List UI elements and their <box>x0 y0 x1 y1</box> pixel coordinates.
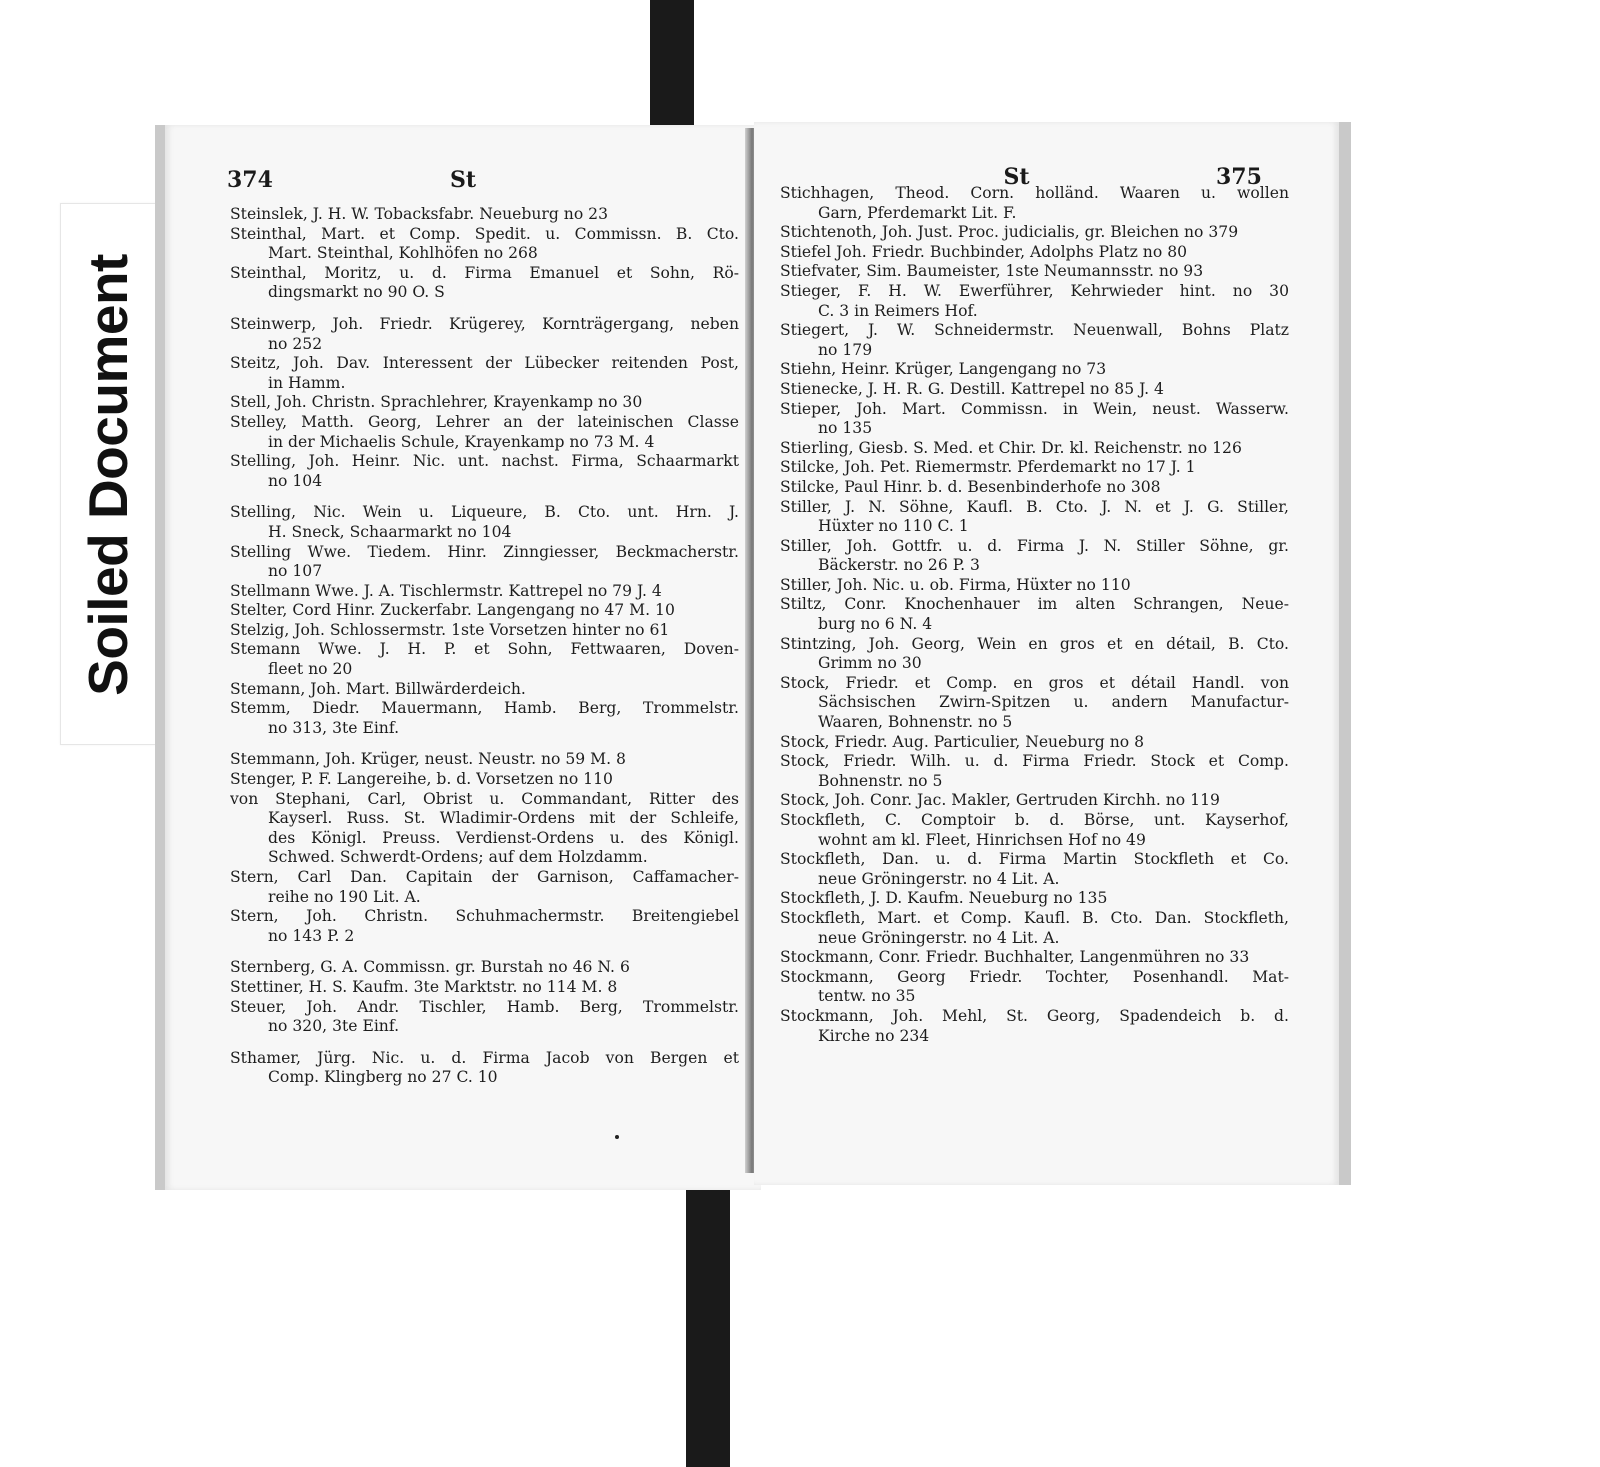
entry-line: Stiefvater, Sim. Baumeister, 1ste Neumannsstr. no 93 <box>780 262 1204 281</box>
entry-line: Stellmann Wwe. J. A. Tischlermstr. Kattrepel no 79 J. 4 <box>230 581 662 600</box>
directory-entry <box>780 968 1289 1007</box>
directory-entry <box>780 458 1289 478</box>
entry-line: Stemm, Diedr. Mauermann, Hamb. Berg, Trommelstr. <box>230 699 739 718</box>
directory-entry <box>780 223 1289 243</box>
directory-entry <box>780 478 1289 498</box>
directory-entry <box>230 958 739 978</box>
entry-line: wohnt am kl. Fleet, Hinrichsen Hof no 49 <box>818 830 1146 849</box>
entry-spacer <box>230 946 739 958</box>
entry-line: Bäckerstr. no 26 P. 3 <box>818 556 980 575</box>
directory-entry <box>780 752 1289 791</box>
entry-line: Stockfleth, C. Comptoir b. d. Börse, unt. Kayserhof, <box>780 811 1289 829</box>
directory-entry <box>780 184 1289 223</box>
binding-strap-top <box>650 0 694 130</box>
directory-entry <box>230 582 739 602</box>
left-section-heading: St <box>449 167 477 193</box>
directory-entry <box>230 452 739 491</box>
directory-entry <box>230 640 739 679</box>
entry-line: Stichtenoth, Joh. Just. Proc. judicialis, gr. Bleichen no 379 <box>780 223 1239 242</box>
entry-line: Stemann Wwe. J. H. P. et Sohn, Fettwaaren, Doven- <box>230 640 739 659</box>
entry-line: Stieger, F. H. W. Ewerführer, Kehrwieder hint. no 30 <box>780 281 1289 300</box>
directory-entry <box>230 354 739 393</box>
entry-line: Stettiner, H. S. Kaufm. 3te Marktstr. no 114 M. 8 <box>230 977 618 996</box>
binding-strap-bottom <box>686 1170 730 1467</box>
entry-line: Stock, Friedr. Wilh. u. d. Firma Friedr. Stock et Comp. <box>780 752 1289 771</box>
entry-line: Stiegert, J. W. Schneidermstr. Neuenwall, Bohns Platz <box>780 321 1289 340</box>
directory-entry <box>780 811 1289 850</box>
directory-entry <box>780 321 1289 360</box>
entry-line: Steinthal, Mart. et Comp. Spedit. u. Commissn. B. Cto. <box>230 224 739 243</box>
entry-line: Sthamer, Jürg. Nic. u. d. Firma Jacob von Bergen et <box>230 1048 739 1067</box>
entry-line: Comp. Klingberg no 27 C. 10 <box>268 1068 498 1087</box>
entry-line: Stemann, Joh. Mart. Billwärderdeich. <box>230 679 526 698</box>
entry-line: no 107 <box>268 562 323 581</box>
entry-spacer <box>230 1037 739 1049</box>
entry-line: Stenger, P. F. Langereihe, b. d. Vorsetzen no 110 <box>230 770 613 789</box>
directory-entry <box>780 889 1289 909</box>
entry-line: Steinslek, J. H. W. Tobacksfabr. Neueburg no 23 <box>230 205 609 223</box>
directory-entry <box>230 225 739 264</box>
directory-entry <box>780 850 1289 889</box>
directory-entry <box>230 315 739 354</box>
directory-entry <box>780 498 1289 537</box>
entry-line: no 135 <box>818 419 873 438</box>
entry-line: Stock, Friedr. Aug. Particulier, Neueburg no 8 <box>780 732 1145 751</box>
directory-entry <box>780 791 1289 811</box>
entry-line: neue Gröningerstr. no 4 Lit. A. <box>818 869 1060 888</box>
entry-line: Stelzig, Joh. Schlossermstr. 1ste Vorsetzen hinter no 61 <box>230 620 670 639</box>
entry-line: Stiller, Joh. Gottfr. u. d. Firma J. N. Stiller Söhne, gr. <box>780 536 1289 555</box>
entry-line: no 313, 3te Einf. <box>268 718 400 737</box>
directory-entry <box>230 790 739 868</box>
entry-line: Schwed. Schwerdt-Ordens; auf dem Holzdamm. <box>268 848 648 867</box>
entry-line: von Stephani, Carl, Obrist u. Commandant, Ritter des <box>230 789 739 808</box>
entry-line: in der Michaelis Schule, Krayenkamp no 73 M. 4 <box>268 432 655 451</box>
entry-line: Garn, Pferdemarkt Lit. F. <box>818 203 1017 222</box>
entry-line: Stilcke, Joh. Pet. Riemermstr. Pferdemarkt no 17 J. 1 <box>780 458 1196 477</box>
entry-line: C. 3 in Reimers Hof. <box>818 301 978 320</box>
entry-line: Stierling, Giesb. S. Med. et Chir. Dr. kl. Reichenstr. no 126 <box>780 438 1242 457</box>
left-page <box>155 125 761 1190</box>
entry-line: Stockmann, Georg Friedr. Tochter, Posenhandl. Mat- <box>780 967 1289 986</box>
entry-line: fleet no 20 <box>268 660 353 679</box>
entry-line: Stelley, Matth. Georg, Lehrer an der lateinischen Classe <box>230 412 739 431</box>
left-page-header <box>165 167 761 197</box>
directory-entry <box>780 360 1289 380</box>
entry-line: Stern, Joh. Christn. Schuhmachermstr. Breitengiebel <box>230 907 739 926</box>
directory-entry <box>780 282 1289 321</box>
entry-line: Stelling Wwe. Tiedem. Hinr. Zinngiesser, Beckmacherstr. <box>230 542 739 561</box>
directory-entry <box>780 909 1289 948</box>
entry-line: H. Sneck, Schaarmarkt no 104 <box>268 522 512 541</box>
entry-line: Mart. Steinthal, Kohlhöfen no 268 <box>268 244 538 263</box>
right-section-heading: St <box>1003 164 1030 190</box>
entry-line: Stiehn, Heinr. Krüger, Langengang no 73 <box>780 360 1107 379</box>
directory-entry <box>780 380 1289 400</box>
directory-entry <box>230 543 739 582</box>
directory-entry <box>780 576 1289 596</box>
entry-line: Stockmann, Joh. Mehl, St. Georg, Spadendeich b. d. <box>780 1006 1289 1025</box>
directory-entry <box>780 595 1289 634</box>
directory-entry <box>780 243 1289 263</box>
left-page-number: 374 <box>227 167 273 193</box>
directory-entry <box>780 733 1289 753</box>
entry-line: Stiltz, Conr. Knochenhauer im alten Schrangen, Neue- <box>780 595 1289 614</box>
entry-line: Stock, Friedr. et Comp. en gros et détail Handl. von <box>780 673 1289 692</box>
entry-line: Stiefel Joh. Friedr. Buchbinder, Adolphs Platz no 80 <box>780 242 1188 261</box>
entry-line: neue Gröningerstr. no 4 Lit. A. <box>818 928 1060 947</box>
entry-line: Kayserl. Russ. St. Wladimir-Ordens mit der Schleife, <box>268 809 739 828</box>
directory-entry <box>230 601 739 621</box>
entry-line: no 179 <box>818 340 873 359</box>
directory-entry <box>230 264 739 303</box>
entry-line: Bohnenstr. no 5 <box>818 771 943 790</box>
entry-line: tentw. no 35 <box>818 987 916 1006</box>
entry-line: Steuer, Joh. Andr. Tischler, Hamb. Berg, Trommelstr. <box>230 997 739 1016</box>
directory-entry <box>230 770 739 790</box>
entry-line: Stockfleth, Mart. et Comp. Kaufl. B. Cto. Dan. Stockfleth, <box>780 908 1289 927</box>
entry-line: Steinwerp, Joh. Friedr. Krügerey, Kornträgergang, neben <box>230 314 739 333</box>
entry-line: no 143 P. 2 <box>268 926 355 945</box>
directory-entry <box>230 393 739 413</box>
directory-entry <box>780 635 1289 674</box>
directory-entry <box>230 680 739 700</box>
directory-entry <box>230 907 739 946</box>
directory-entry <box>230 699 739 738</box>
entry-line: no 104 <box>268 471 323 490</box>
directory-entry <box>780 262 1289 282</box>
entry-line: Stieper, Joh. Mart. Commissn. in Wein, neust. Wasserw. <box>780 399 1289 418</box>
entry-line: no 252 <box>268 334 323 353</box>
entry-line: Stienecke, J. H. R. G. Destill. Kattrepel no 85 J. 4 <box>780 379 1164 398</box>
page-speck <box>615 1135 619 1139</box>
entry-line: burg no 6 N. 4 <box>818 615 933 634</box>
directory-entry <box>780 400 1289 439</box>
entry-line: no 320, 3te Einf. <box>268 1017 400 1036</box>
directory-entry <box>230 868 739 907</box>
directory-entry <box>230 1049 739 1088</box>
entry-line: Stern, Carl Dan. Capitain der Garnison, Caffamacher- <box>230 868 739 886</box>
entry-line: in Hamm. <box>268 373 346 392</box>
directory-entry <box>230 621 739 641</box>
entry-line: Stelling, Nic. Wein u. Liqueure, B. Cto. unt. Hrn. J. <box>230 503 739 522</box>
entry-line: Stell, Joh. Christn. Sprachlehrer, Krayenkamp no 30 <box>230 393 643 412</box>
entry-line: Stiller, Joh. Nic. u. ob. Firma, Hüxter no 110 <box>780 575 1131 594</box>
left-entry-list <box>165 205 761 1088</box>
entry-line: Stelling, Joh. Heinr. Nic. unt. nachst. Firma, Schaarmarkt <box>230 452 739 471</box>
directory-entry <box>780 537 1289 576</box>
directory-entry <box>780 674 1289 733</box>
entry-line: Hüxter no 110 C. 1 <box>818 517 969 536</box>
directory-entry <box>230 413 739 452</box>
entry-line: Sternberg, G. A. Commissn. gr. Burstah no 46 N. 6 <box>230 958 630 977</box>
entry-line: Steitz, Joh. Dav. Interessent der Lübecker reitenden Post, <box>230 354 739 373</box>
entry-spacer <box>230 738 739 750</box>
directory-entry <box>230 978 739 998</box>
entry-line: Stiller, J. N. Söhne, Kaufl. B. Cto. J. N. et J. G. Stiller, <box>780 497 1289 516</box>
entry-spacer <box>230 303 739 315</box>
right-page-number: 375 <box>1216 164 1262 190</box>
directory-entry <box>780 948 1289 968</box>
directory-entry <box>230 205 739 225</box>
entry-line: Stintzing, Joh. Georg, Wein en gros et en détail, B. Cto. <box>780 634 1289 653</box>
entry-line: Grimm no 30 <box>818 654 922 673</box>
entry-line: Stockfleth, J. D. Kaufm. Neueburg no 135 <box>780 889 1108 908</box>
entry-line: Steinthal, Moritz, u. d. Firma Emanuel et Sohn, Rö- <box>230 263 739 282</box>
entry-line: Stockfleth, Dan. u. d. Firma Martin Stockfleth et Co. <box>780 850 1289 869</box>
entry-line: Stelter, Cord Hinr. Zuckerfabr. Langengang no 47 M. 10 <box>230 601 675 620</box>
right-entry-list <box>754 184 1339 1046</box>
entry-line: Waaren, Bohnenstr. no 5 <box>818 713 1013 732</box>
entry-line: Stockmann, Conr. Friedr. Buchhalter, Langenmühren no 33 <box>780 948 1250 967</box>
entry-spacer <box>230 491 739 503</box>
directory-entry <box>780 1007 1289 1046</box>
entry-line: reihe no 190 Lit. A. <box>268 887 421 906</box>
entry-line: Stock, Joh. Conr. Jac. Makler, Gertruden Kirchh. no 119 <box>780 791 1220 810</box>
directory-entry <box>230 998 739 1037</box>
directory-entry <box>230 503 739 542</box>
right-page <box>754 122 1351 1185</box>
entry-line: Sächsischen Zwirn-Spitzen u. andern Manufactur- <box>818 693 1289 712</box>
entry-line: des Königl. Preuss. Verdienst-Ordens u. des Königl. <box>268 828 739 847</box>
entry-line: dingsmarkt no 90 O. S <box>268 283 445 302</box>
soiled-document-label: Soiled Document <box>77 254 139 696</box>
entry-line: Kirche no 234 <box>818 1026 930 1045</box>
entry-line: Stichhagen, Theod. Corn. holländ. Waaren u. wollen <box>780 184 1289 202</box>
entry-line: Stilcke, Paul Hinr. b. d. Besenbinderhofe no 308 <box>780 477 1161 496</box>
entry-line: Stemmann, Joh. Krüger, neust. Neustr. no 59 M. 8 <box>230 750 626 769</box>
directory-entry <box>230 750 739 770</box>
directory-entry <box>780 439 1289 459</box>
